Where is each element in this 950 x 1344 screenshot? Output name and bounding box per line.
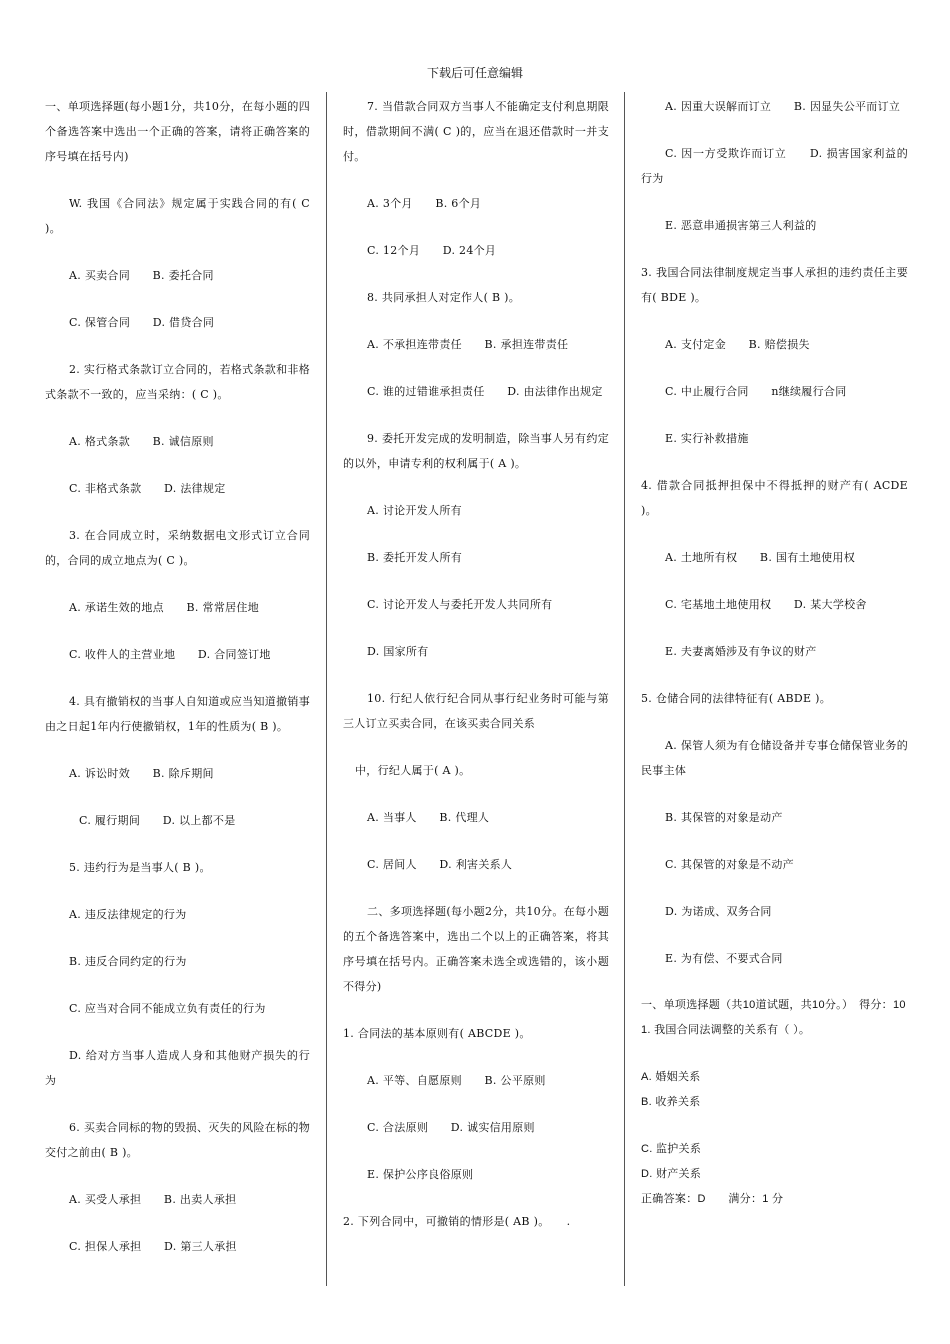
answer-option: C. 其保管的对象是不动产 [665, 858, 794, 871]
answer-options: C. 12个月 D. 24个月 [367, 244, 497, 257]
answer-option: D. 给对方当事人造成人身和其他财产损失的行为 [45, 1049, 310, 1087]
answer-option: E. 保护公序良俗原则 [367, 1168, 474, 1181]
question: 1. 我国合同法调整的关系有（ ）。 [641, 1024, 811, 1036]
answer-option: D. 为诺成、双务合同 [665, 905, 772, 918]
answer-options: A. 格式条款 B. 诚信原则 [69, 435, 214, 448]
question: 3. 在合同成立时，采纳数据电文形式订立合同的，合同的成立地点为( C )。 [45, 529, 310, 567]
answer-option: D. 财产关系 [641, 1168, 702, 1180]
answer-option: A. 违反法律规定的行为 [69, 908, 187, 921]
question: 10. 行纪人依行纪合同从事行纪业务时可能与第三人订立买卖合同，在该买卖合同关系 [343, 692, 609, 730]
correct-answer: 正确答案：D 满分：1 分 [641, 1193, 784, 1205]
answer-options: C. 担保人承担 D. 第三人承担 [69, 1240, 237, 1253]
answer-option: B. 委托开发人所有 [367, 551, 463, 564]
question: 4. 具有撤销权的当事人自知道或应当知道撤销事由之日起1年内行使撤销权，1年的性质为( B )。 [45, 695, 310, 733]
answer-options: A. 买卖合同 B. 委托合同 [69, 269, 214, 282]
section-heading: 一、单项选择题（共10道试题，共10分。） 得分：10 [641, 999, 906, 1011]
answer-options: C. 非格式条款 D. 法律规定 [69, 482, 226, 495]
section-heading: 二、多项选择题(每小题2分，共10分。在每小题的五个备选答案中，选出二个以上的正确答案，将其序号填在括号内。正确答案未选全或选错的，该小题不得分) [343, 905, 609, 993]
question: 5. 仓储合同的法律特征有( ABDE )。 [641, 692, 832, 705]
column-divider [326, 92, 327, 1286]
section-heading: 一、单项选择题(每小题1分，共10分，在每小题的四个备选答案中选出一个正确的答案，请将正确答案的序号填在括号内) [45, 100, 310, 163]
answer-options: A. 3个月 B. 6个月 [367, 197, 482, 210]
answer-options: C. 合法原则 D. 诚实信用原则 [367, 1121, 535, 1134]
answer-options: A. 承诺生效的地点 B. 常常居住地 [69, 601, 260, 614]
answer-options: C. 居间人 D. 利害关系人 [367, 858, 513, 871]
question-continued: 中，行纪人属于( A )。 [355, 764, 471, 777]
answer-option: B. 违反合同约定的行为 [69, 955, 187, 968]
spacer [641, 1115, 908, 1137]
answer-options: C. 中止履行合同 n继续履行合同 [665, 385, 847, 398]
answer-options: C. 保管合同 D. 借贷合同 [69, 316, 215, 329]
column-3 [641, 94, 908, 1294]
answer-options: A. 当事人 B. 代理人 [367, 811, 490, 824]
answer-options: A. 平等、自愿原则 B. 公平原则 [367, 1074, 546, 1087]
answer-option: D. 国家所有 [367, 645, 429, 658]
answer-options: A. 不承担连带责任 B. 承担连带责任 [367, 338, 569, 351]
answer-option: C. 讨论开发人与委托开发人共同所有 [367, 598, 553, 611]
spacer [641, 1043, 908, 1065]
question: 1. 合同法的基本原则有( ABCDE )。 [343, 1027, 531, 1040]
question: 5. 违约行为是当事人( B )。 [69, 861, 211, 874]
answer-option: E. 实行补救措施 [665, 432, 749, 445]
question: 2. 下列合同中，可撤销的情形是( AB )。 . [343, 1215, 571, 1228]
answer-options: C. 谁的过错谁承担责任 D. 由法律作出规定 [367, 385, 603, 398]
question: 6. 买卖合同标的物的毁损、灭失的风险在标的物交付之前由( B )。 [45, 1121, 310, 1159]
question: W. 我国《合同法》规定属于实践合同的有( C )。 [45, 197, 310, 235]
column-divider [624, 92, 625, 1286]
answer-option: A. 讨论开发人所有 [367, 504, 462, 517]
answer-options: A. 因重大误解而订立 B. 因显失公平而订立 [665, 100, 901, 113]
answer-option: C. 监护关系 [641, 1143, 702, 1155]
question: 3. 我国合同法律制度规定当事人承担的违约责任主要有( BDE )。 [641, 266, 908, 304]
question: 7. 当借款合同双方当事人不能确定支付利息期限时，借款期间不满( C )的，应当在退还借款时一并支付。 [343, 100, 609, 163]
column-1 [45, 94, 310, 1294]
question: 9. 委托开发完成的发明制造，除当事人另有约定的以外，申请专利的权利属于( A )。 [343, 432, 609, 470]
answer-option: E. 夫妻离婚涉及有争议的财产 [665, 645, 817, 658]
answer-options: A. 买受人承担 B. 出卖人承担 [69, 1193, 237, 1206]
answer-option: B. 收养关系 [641, 1096, 701, 1108]
answer-options: A. 诉讼时效 B. 除斥期间 [69, 767, 214, 780]
answer-option: B. 其保管的对象是动产 [665, 811, 783, 824]
answer-option: E. 恶意串通损害第三人利益的 [665, 219, 817, 232]
answer-option: A. 婚姻关系 [641, 1071, 701, 1083]
answer-options: C. 收件人的主营业地 D. 合同签订地 [69, 648, 271, 661]
question: 4. 借款合同抵押担保中不得抵押的财产有( ACDE )。 [641, 479, 908, 517]
answer-option: A. 保管人须为有仓储设备并专事仓储保管业务的民事主体 [641, 739, 908, 777]
answer-options: A. 土地所有权 B. 国有土地使用权 [665, 551, 856, 564]
answer-option: C. 应当对合同不能成立负有责任的行为 [69, 1002, 266, 1015]
answer-options: A. 支付定金 B. 赔偿损失 [665, 338, 810, 351]
answer-options: C. 因一方受欺诈而订立 D. 损害国家利益的行为 [641, 147, 908, 185]
question: 8. 共同承担人对定作人( B )。 [367, 291, 521, 304]
question: 2. 实行格式条款订立合同的，若格式条款和非格式条款不一致的，应当采纳：( C )。 [45, 363, 310, 401]
answer-options: C. 履行期间 D. 以上都不是 [79, 814, 236, 827]
column-2 [343, 94, 609, 1294]
page-header: 下载后可任意编辑 [426, 66, 523, 80]
answer-option: E. 为有偿、不要式合同 [665, 952, 783, 965]
answer-options: C. 宅基地土地使用权 D. 某大学校舍 [665, 598, 867, 611]
